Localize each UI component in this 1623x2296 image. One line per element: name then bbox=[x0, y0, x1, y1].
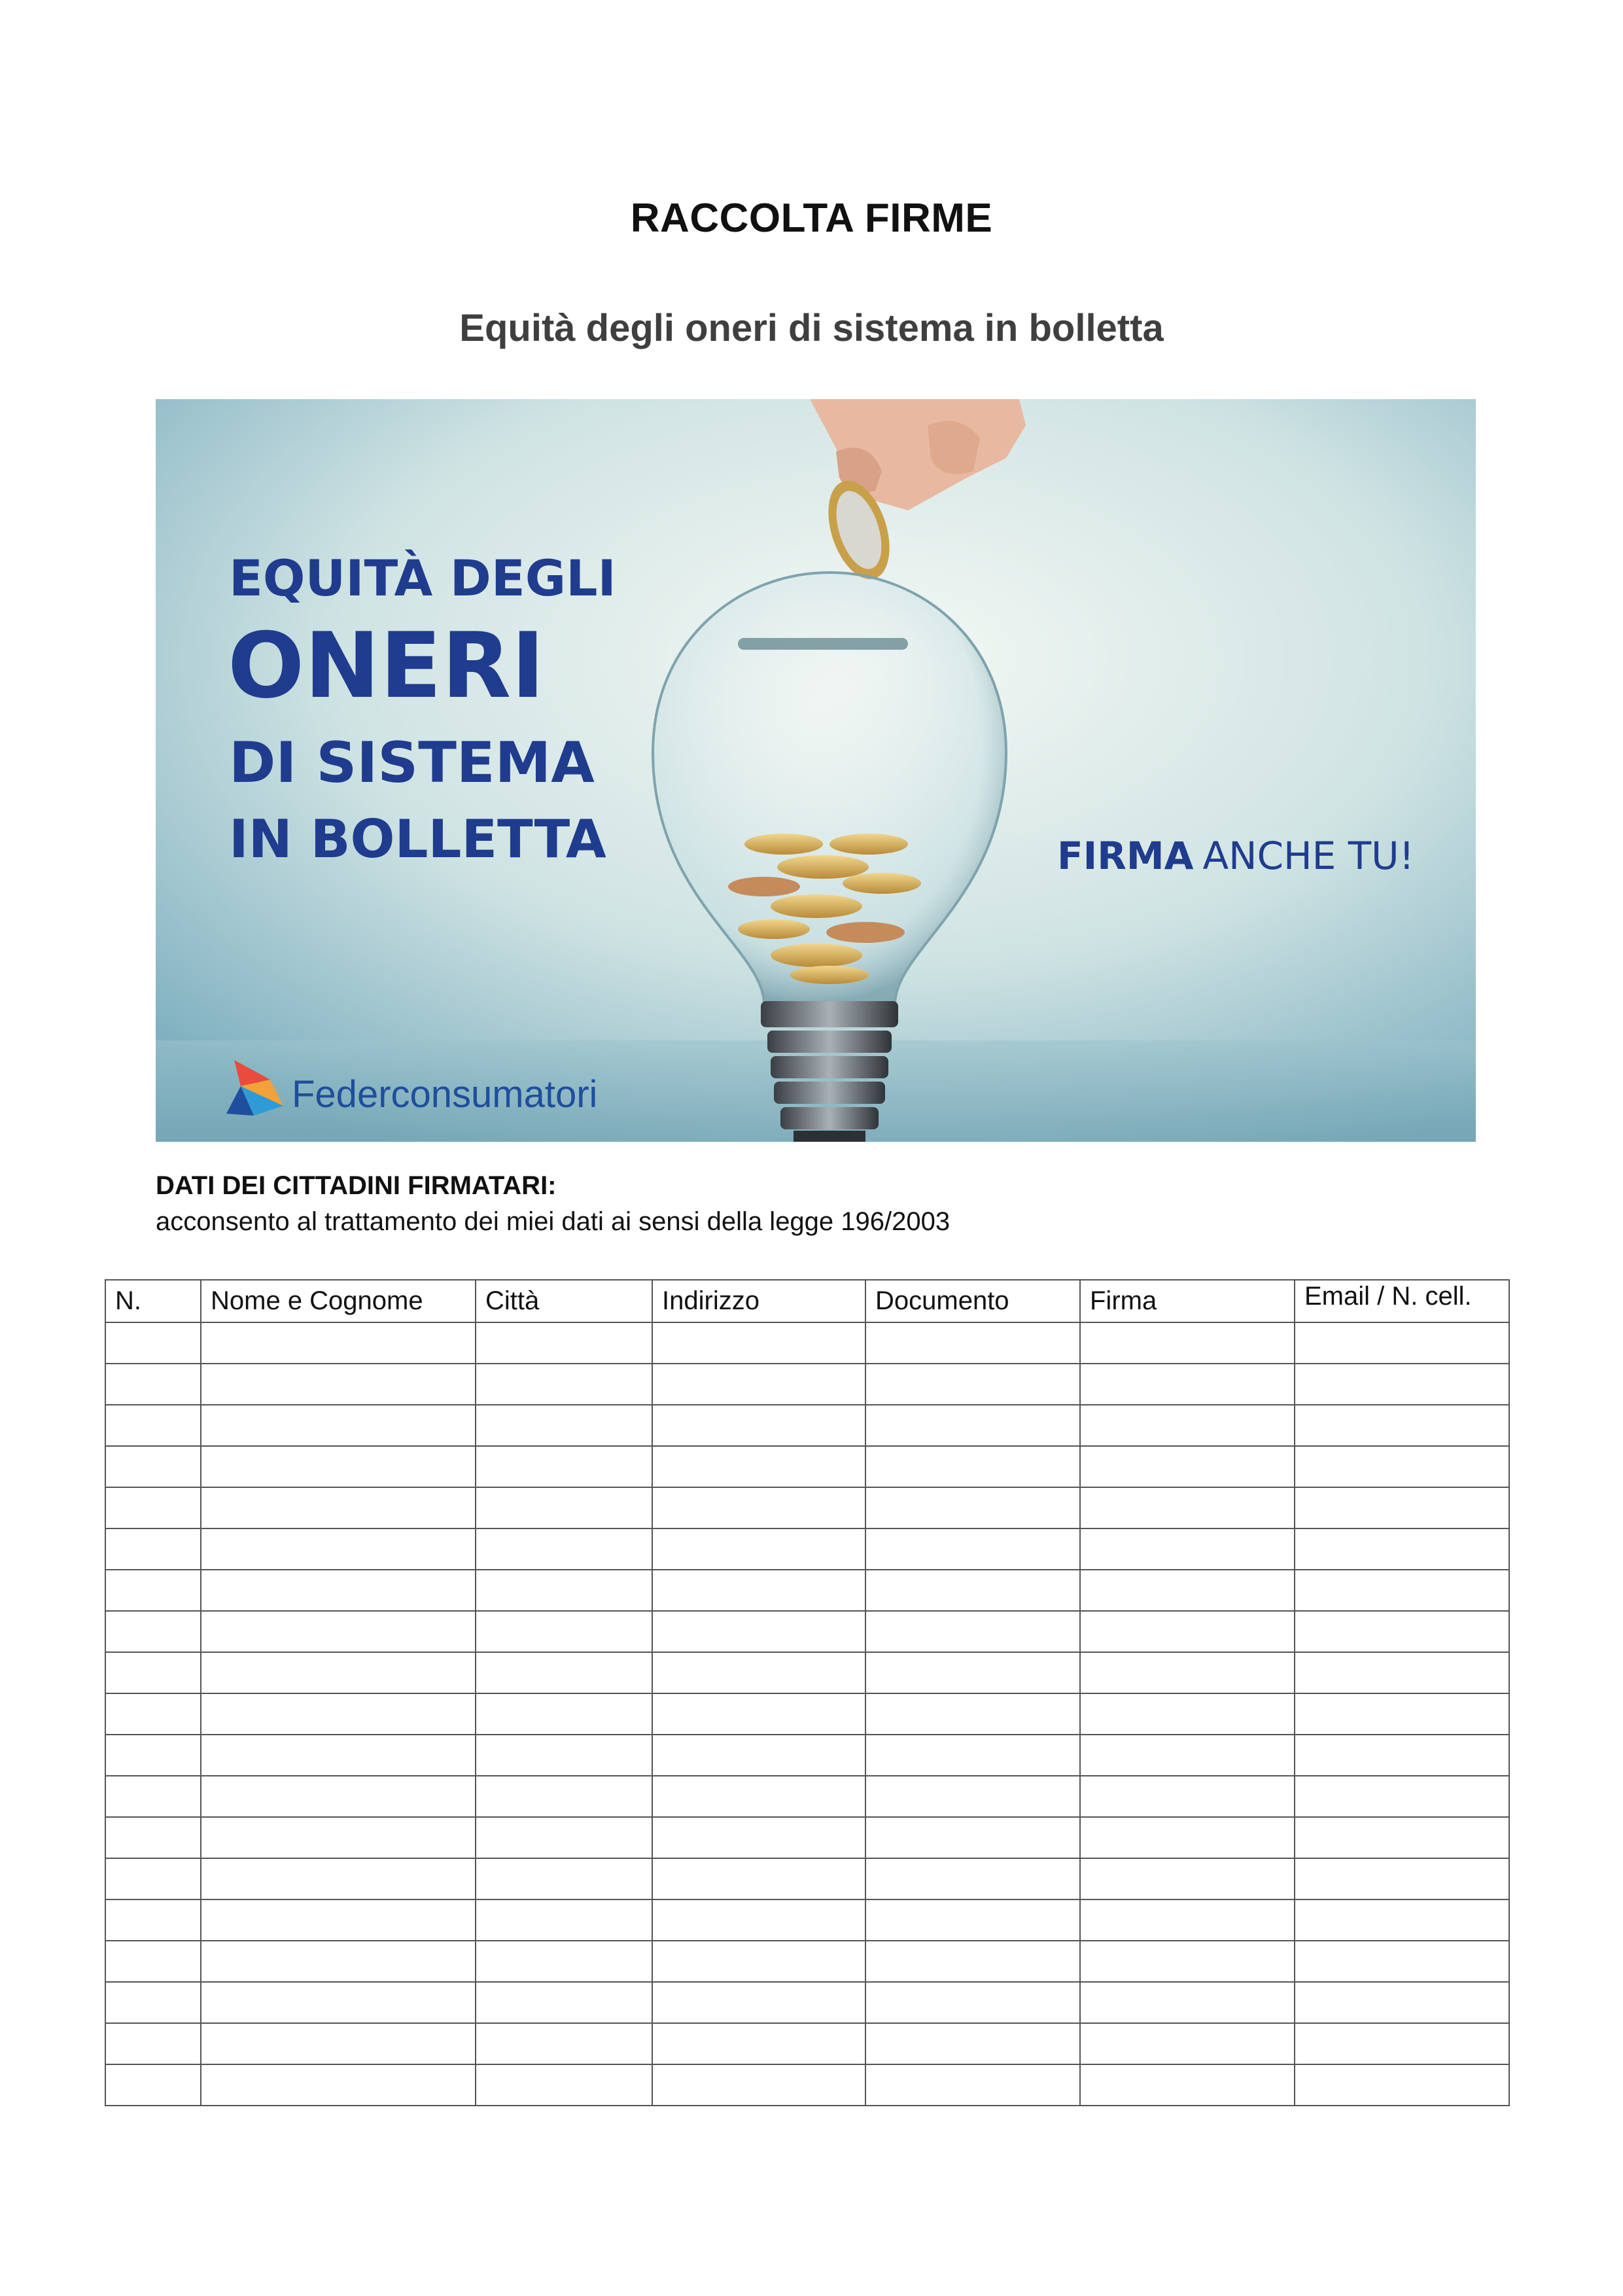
table-cell[interactable] bbox=[476, 1982, 652, 2023]
table-cell[interactable] bbox=[865, 2023, 1080, 2064]
table-cell[interactable] bbox=[1080, 1446, 1295, 1487]
table-cell[interactable] bbox=[105, 2023, 201, 2064]
banner-cta-bold: FIRMA bbox=[1057, 834, 1194, 878]
table-cell[interactable] bbox=[105, 1982, 201, 2023]
table-cell[interactable] bbox=[476, 1941, 652, 1982]
table-cell[interactable] bbox=[201, 1611, 476, 1652]
table-row bbox=[105, 1364, 1509, 1405]
table-cell[interactable] bbox=[105, 1405, 201, 1446]
table-row bbox=[105, 1941, 1509, 1982]
column-header-email: Email / N. cell. bbox=[1295, 1280, 1509, 1322]
table-row bbox=[105, 1487, 1509, 1528]
table-cell[interactable] bbox=[1080, 1652, 1295, 1693]
table-cell[interactable] bbox=[476, 1693, 652, 1735]
table-cell[interactable] bbox=[652, 1364, 865, 1405]
table-cell[interactable] bbox=[476, 1405, 652, 1446]
column-header-name: Nome e Cognome bbox=[201, 1280, 476, 1322]
table-cell[interactable] bbox=[201, 1735, 476, 1776]
banner-headline-line4: IN BOLLETTA bbox=[229, 809, 606, 870]
table-cell[interactable] bbox=[201, 1899, 476, 1941]
table-cell[interactable] bbox=[1080, 1364, 1295, 1405]
signatories-heading: DATI DEI CITTADINI FIRMATARI: bbox=[156, 1171, 557, 1200]
table-cell[interactable] bbox=[1295, 1652, 1509, 1693]
table-cell[interactable] bbox=[105, 1817, 201, 1858]
table-cell[interactable] bbox=[105, 1446, 201, 1487]
table-cell[interactable] bbox=[652, 1735, 865, 1776]
table-cell[interactable] bbox=[1080, 1776, 1295, 1817]
table-cell[interactable] bbox=[105, 1652, 201, 1693]
table-cell[interactable] bbox=[1295, 1570, 1509, 1611]
table-cell[interactable] bbox=[201, 1858, 476, 1899]
table-cell[interactable] bbox=[652, 1693, 865, 1735]
banner-headline-line1: EQUITÀ DEGLI bbox=[229, 549, 616, 607]
consent-text: acconsento al trattamento dei miei dati ai sensi della legge 196/2003 bbox=[156, 1207, 951, 1236]
table-cell[interactable] bbox=[865, 1982, 1080, 2023]
table-cell[interactable] bbox=[1295, 1776, 1509, 1817]
table-cell[interactable] bbox=[1295, 1858, 1509, 1899]
table-cell[interactable] bbox=[865, 1652, 1080, 1693]
table-row bbox=[105, 2064, 1509, 2106]
table-cell[interactable] bbox=[1295, 1735, 1509, 1776]
table-cell[interactable] bbox=[1295, 1982, 1509, 2023]
table-cell[interactable] bbox=[1080, 1570, 1295, 1611]
table-cell[interactable] bbox=[201, 1322, 476, 1364]
table-row bbox=[105, 1611, 1509, 1652]
table-cell[interactable] bbox=[105, 1487, 201, 1528]
column-header-signature: Firma bbox=[1080, 1280, 1295, 1322]
table-cell[interactable] bbox=[105, 1899, 201, 1941]
table-cell[interactable] bbox=[476, 1322, 652, 1364]
table-cell[interactable] bbox=[105, 1528, 201, 1570]
table-row bbox=[105, 1322, 1509, 1364]
table-cell[interactable] bbox=[1295, 1446, 1509, 1487]
banner-illustration bbox=[156, 399, 1476, 1142]
table-row bbox=[105, 1446, 1509, 1487]
table-cell[interactable] bbox=[652, 1528, 865, 1570]
table-cell[interactable] bbox=[1080, 1528, 1295, 1570]
table-cell[interactable] bbox=[1080, 1982, 1295, 2023]
table-cell[interactable] bbox=[105, 1941, 201, 1982]
table-cell[interactable] bbox=[1080, 1817, 1295, 1858]
table-cell[interactable] bbox=[201, 2023, 476, 2064]
table-cell[interactable] bbox=[865, 1322, 1080, 1364]
table-cell[interactable] bbox=[105, 2064, 201, 2106]
table-cell[interactable] bbox=[201, 1776, 476, 1817]
table-cell[interactable] bbox=[652, 1776, 865, 1817]
table-row bbox=[105, 1735, 1509, 1776]
table-cell[interactable] bbox=[865, 1570, 1080, 1611]
table-cell[interactable] bbox=[105, 1735, 201, 1776]
table-cell[interactable] bbox=[105, 1858, 201, 1899]
table-cell[interactable] bbox=[865, 1941, 1080, 1982]
table-cell[interactable] bbox=[201, 1817, 476, 1858]
banner-headline-line3: DI SISTEMA bbox=[229, 730, 595, 796]
column-header-document: Documento bbox=[865, 1280, 1080, 1322]
table-cell[interactable] bbox=[652, 1899, 865, 1941]
table-cell[interactable] bbox=[865, 1858, 1080, 1899]
table-row bbox=[105, 1405, 1509, 1446]
table-row bbox=[105, 1570, 1509, 1611]
table-cell[interactable] bbox=[865, 2064, 1080, 2106]
page-subtitle: Equità degli oneri di sistema in bolletta bbox=[459, 307, 1164, 349]
banner-cta-rest: ANCHE TU! bbox=[1202, 834, 1414, 878]
table-cell[interactable] bbox=[652, 1941, 865, 1982]
table-cell[interactable] bbox=[1295, 1611, 1509, 1652]
table-cell[interactable] bbox=[1295, 1364, 1509, 1405]
table-cell[interactable] bbox=[865, 1611, 1080, 1652]
table-cell[interactable] bbox=[476, 2064, 652, 2106]
table-cell[interactable] bbox=[476, 1611, 652, 1652]
table-cell[interactable] bbox=[1080, 1405, 1295, 1446]
table-cell[interactable] bbox=[1080, 1322, 1295, 1364]
table-cell[interactable] bbox=[1295, 1693, 1509, 1735]
table-cell[interactable] bbox=[865, 1446, 1080, 1487]
table-row bbox=[105, 1776, 1509, 1817]
table-cell[interactable] bbox=[865, 1693, 1080, 1735]
table-row bbox=[105, 1693, 1509, 1735]
table-row bbox=[105, 1817, 1509, 1858]
page-title: RACCOLTA FIRME bbox=[630, 196, 993, 241]
table-cell[interactable] bbox=[1295, 1528, 1509, 1570]
table-cell[interactable] bbox=[652, 1858, 865, 1899]
signature-table bbox=[105, 1279, 1510, 2106]
table-cell[interactable] bbox=[1080, 2023, 1295, 2064]
table-cell[interactable] bbox=[1080, 1693, 1295, 1735]
table-cell[interactable] bbox=[476, 1528, 652, 1570]
signature-table-body bbox=[105, 1322, 1509, 2106]
table-row bbox=[105, 1982, 1509, 2023]
table-cell[interactable] bbox=[1295, 1487, 1509, 1528]
table-cell[interactable] bbox=[652, 1611, 865, 1652]
campaign-banner bbox=[156, 399, 1476, 1142]
table-cell[interactable] bbox=[476, 1652, 652, 1693]
table-cell[interactable] bbox=[1295, 1322, 1509, 1364]
table-row bbox=[105, 1858, 1509, 1899]
table-cell[interactable] bbox=[476, 1858, 652, 1899]
table-cell[interactable] bbox=[105, 1364, 201, 1405]
table-cell[interactable] bbox=[476, 1776, 652, 1817]
table-cell[interactable] bbox=[201, 1652, 476, 1693]
table-row bbox=[105, 2023, 1509, 2064]
table-cell[interactable] bbox=[476, 1446, 652, 1487]
table-row bbox=[105, 1652, 1509, 1693]
table-cell[interactable] bbox=[652, 1652, 865, 1693]
table-cell[interactable] bbox=[652, 2064, 865, 2106]
table-cell[interactable] bbox=[1295, 2023, 1509, 2064]
table-cell[interactable] bbox=[652, 1405, 865, 1446]
table-cell[interactable] bbox=[476, 1487, 652, 1528]
table-cell[interactable] bbox=[865, 1405, 1080, 1446]
table-cell[interactable] bbox=[1080, 1735, 1295, 1776]
table-cell[interactable] bbox=[865, 1487, 1080, 1528]
table-cell[interactable] bbox=[201, 1528, 476, 1570]
table-cell[interactable] bbox=[201, 1941, 476, 1982]
table-cell[interactable] bbox=[1080, 1858, 1295, 1899]
table-cell[interactable] bbox=[652, 2023, 865, 2064]
table-cell[interactable] bbox=[865, 1735, 1080, 1776]
table-cell[interactable] bbox=[1080, 1899, 1295, 1941]
table-cell[interactable] bbox=[652, 1982, 865, 2023]
table-cell[interactable] bbox=[865, 1364, 1080, 1405]
table-cell[interactable] bbox=[1295, 1405, 1509, 1446]
table-cell[interactable] bbox=[105, 1570, 201, 1611]
table-cell[interactable] bbox=[1080, 2064, 1295, 2106]
table-cell[interactable] bbox=[201, 1446, 476, 1487]
column-header-city: Città bbox=[476, 1280, 652, 1322]
table-cell[interactable] bbox=[201, 1405, 476, 1446]
banner-logo-text: Federconsumatori bbox=[292, 1073, 598, 1116]
table-cell[interactable] bbox=[1080, 1487, 1295, 1528]
table-cell[interactable] bbox=[652, 1322, 865, 1364]
table-cell[interactable] bbox=[476, 1735, 652, 1776]
table-cell[interactable] bbox=[1080, 1941, 1295, 1982]
table-cell[interactable] bbox=[201, 1487, 476, 1528]
table-cell[interactable] bbox=[1080, 1611, 1295, 1652]
table-cell[interactable] bbox=[652, 1446, 865, 1487]
table-cell[interactable] bbox=[865, 1817, 1080, 1858]
column-header-address: Indirizzo bbox=[652, 1280, 865, 1322]
table-cell[interactable] bbox=[201, 1982, 476, 2023]
table-cell[interactable] bbox=[476, 1817, 652, 1858]
table-cell[interactable] bbox=[105, 1776, 201, 1817]
table-cell[interactable] bbox=[476, 1570, 652, 1611]
table-cell[interactable] bbox=[1295, 1817, 1509, 1858]
table-cell[interactable] bbox=[105, 1611, 201, 1652]
table-cell[interactable] bbox=[201, 2064, 476, 2106]
table-cell[interactable] bbox=[1295, 1899, 1509, 1941]
table-cell[interactable] bbox=[201, 1570, 476, 1611]
table-cell[interactable] bbox=[476, 1899, 652, 1941]
table-cell[interactable] bbox=[1295, 2064, 1509, 2106]
banner-cta bbox=[1057, 834, 1414, 878]
banner-headline-line2: ONERI bbox=[228, 613, 545, 718]
table-row bbox=[105, 1528, 1509, 1570]
table-cell[interactable] bbox=[652, 1570, 865, 1611]
table-cell[interactable] bbox=[476, 2023, 652, 2064]
column-header-number: N. bbox=[105, 1280, 201, 1322]
table-cell[interactable] bbox=[201, 1364, 476, 1405]
table-cell[interactable] bbox=[865, 1528, 1080, 1570]
table-cell[interactable] bbox=[652, 1487, 865, 1528]
table-cell[interactable] bbox=[105, 1693, 201, 1735]
table-cell[interactable] bbox=[865, 1899, 1080, 1941]
table-cell[interactable] bbox=[201, 1693, 476, 1735]
table-cell[interactable] bbox=[1295, 1941, 1509, 1982]
table-cell[interactable] bbox=[865, 1776, 1080, 1817]
table-cell[interactable] bbox=[105, 1322, 201, 1364]
table-row bbox=[105, 1899, 1509, 1941]
table-cell[interactable] bbox=[652, 1817, 865, 1858]
table-header-row bbox=[105, 1280, 1509, 1322]
table-cell[interactable] bbox=[476, 1364, 652, 1405]
